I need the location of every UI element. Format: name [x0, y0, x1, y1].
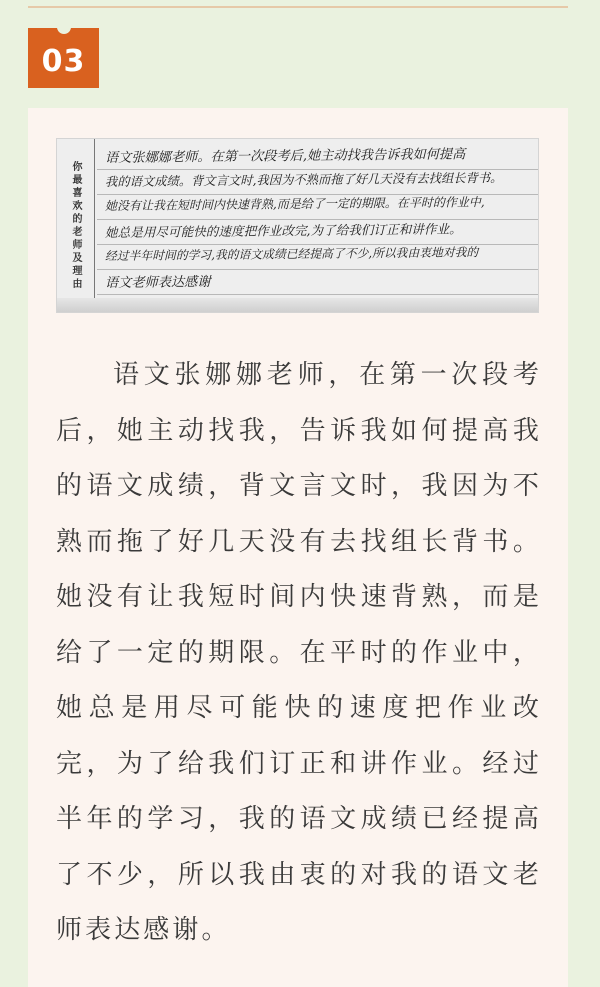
photo-label: 你最喜欢的老师及理由	[70, 160, 81, 291]
handwriting-line: 语文老师表达感谢	[104, 274, 211, 291]
content-card	[28, 108, 568, 987]
section-number-badge	[28, 28, 99, 88]
handwritten-note-photo	[56, 138, 539, 313]
handwriting-line: 她总是用尽可能快的速度把作业改完,为了给我们订正和讲作业。	[104, 221, 462, 240]
ruled-line	[97, 294, 538, 295]
ruled-line	[97, 269, 538, 270]
top-divider	[28, 6, 568, 8]
badge-notch	[57, 27, 71, 34]
photo-label-column	[57, 139, 95, 312]
section-number: 03	[41, 43, 86, 79]
handwriting-line: 经过半年时间的学习,我的语文成绩已经提高了不少,所以我由衷地对我的	[104, 245, 479, 263]
photo-shadow	[57, 298, 538, 312]
body-paragraph: 语文张娜娜老师，在第一次段考后，她主动找我，告诉我如何提高我的语文成绩，背文言文时，我因为不熟而拖了好几天没有去找组长背书。她没有让我短时间内快速背熟，而是给了一定的期限。在平时的作业中，她总是用尽可能快的速度把作业改完，为了给我们订正和讲作业。经过半年的学习，我的语文成绩已经提高了不少，所以我由衷的对我的语文老师表达感谢。	[56, 360, 542, 945]
handwriting-line: 我的语文成绩。背文言文时,我因为不熟而拖了好几天没有去找组长背书。	[104, 170, 503, 189]
handwriting-line: 她没有让我在短时间内快速背熟,而是给了一定的期限。在平时的作业中,	[104, 195, 485, 213]
handwriting-line: 语文张娜娜老师。在第一次段考后,她主动找我告诉我如何提高	[104, 147, 466, 166]
